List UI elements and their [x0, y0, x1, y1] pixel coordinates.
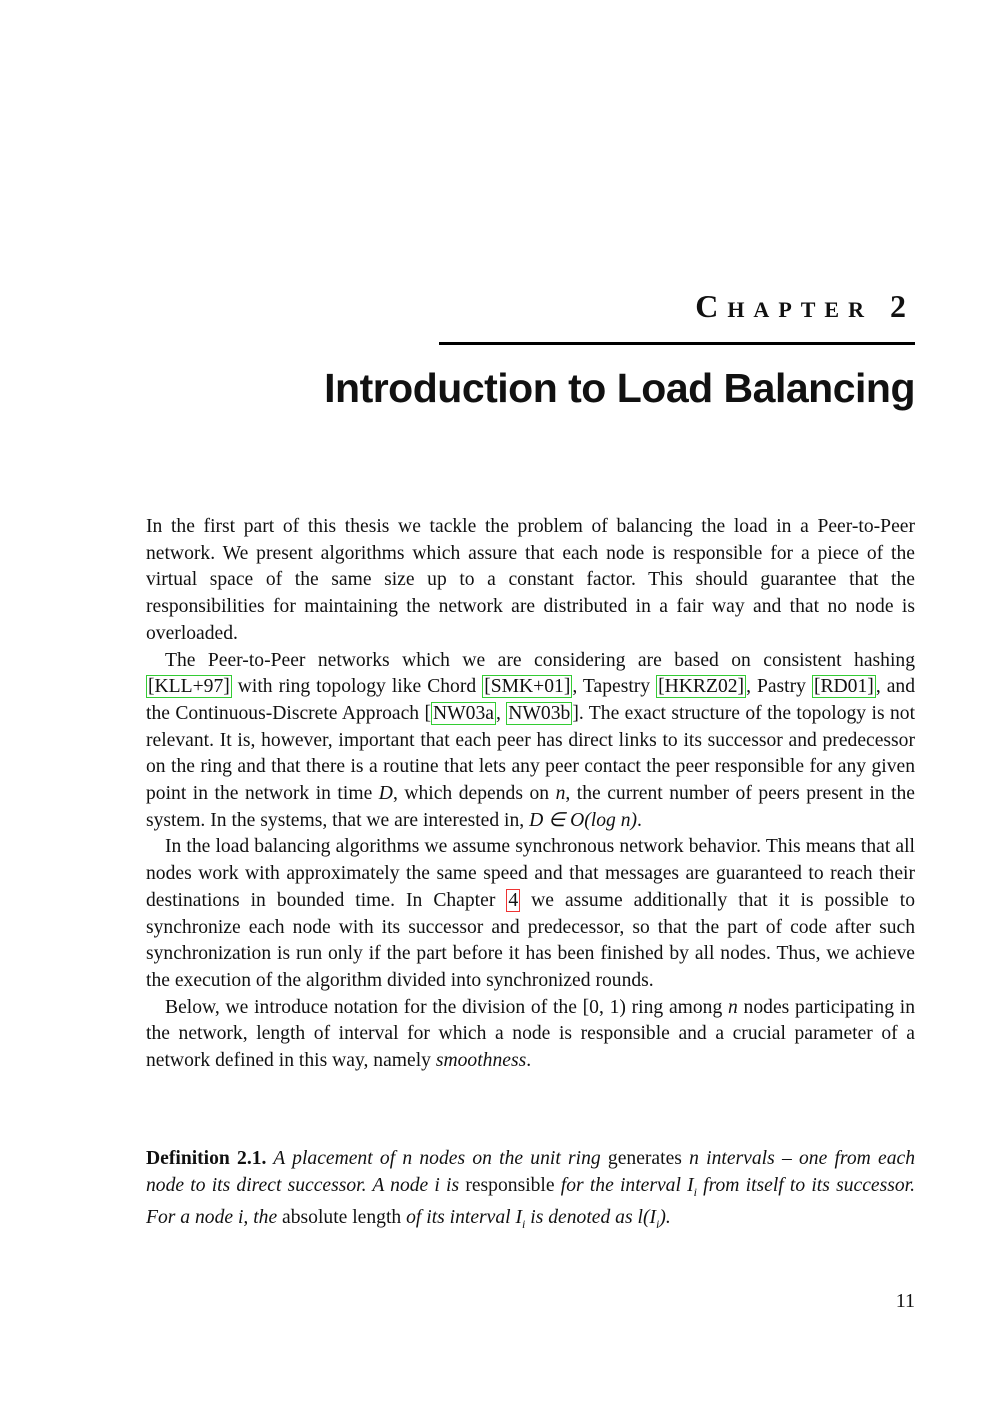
text-span: with ring topology like Chord: [231, 676, 483, 698]
citation-smk01[interactable]: [SMK+01]: [484, 676, 571, 698]
text-span: , the current number of peers present in the system. In the systems, that we are interested in,: [146, 783, 916, 831]
text-span: from itself to its successor. For a node i, the: [146, 1174, 915, 1229]
subscript: i: [522, 1217, 526, 1232]
text-span: .: [526, 1050, 532, 1072]
separator: ,: [495, 702, 507, 724]
chapter-reference-link[interactable]: 4: [508, 889, 519, 911]
math-variable: n: [555, 783, 566, 805]
chapter-label: Chapter 2: [695, 288, 915, 324]
text-span: n intervals – one from each node to its direct successor. A node i is: [146, 1148, 915, 1196]
emphasized-term: smoothness: [435, 1050, 527, 1072]
citation-kll97[interactable]: [KLL+97]: [148, 676, 230, 698]
text-span: Below, we introduce notation for the division of the [0, 1) ring among: [165, 996, 729, 1018]
text-span: , Pastry: [746, 676, 812, 698]
text-span: nodes participating in the network, length of interval for which a node is responsible and a crucial parameter of a network defined in this way, namely: [146, 996, 915, 1072]
text-span: ).: [659, 1207, 671, 1229]
citation-hkrz02[interactable]: [HKRZ02]: [658, 676, 745, 698]
paragraph-4: [146, 995, 915, 1075]
text-span: , which depends on: [392, 783, 556, 805]
defined-term: absolute length: [282, 1207, 402, 1229]
math-variable: D: [378, 783, 393, 805]
defined-term: responsible: [465, 1174, 555, 1196]
citation-rd01[interactable]: [RD01]: [813, 676, 874, 698]
citation-nw03b[interactable]: NW03b: [508, 702, 571, 724]
text-span: The Peer-to-Peer networks which we are considering are based on consistent hashing: [165, 649, 915, 671]
citation-nw03a[interactable]: NW03a: [433, 702, 494, 724]
body-text: [146, 514, 915, 1075]
math-variable: n: [728, 996, 738, 1018]
subscript: i: [693, 1184, 697, 1199]
text-span: , and the Continuous-Discrete Approach: [146, 676, 915, 724]
bracket: ]: [572, 702, 579, 724]
paragraph-1: In the first part of this thesis we tackle the problem of balancing the load in a Peer-to-Peer network. We present algorithms which assure that each node is responsible for a piece of the virtual space of the same size up to a constant factor. This should guarantee that the responsibilities for maintaining the network are distributed in a fair way and that no node is overloaded.: [146, 516, 915, 644]
paragraph-3: [146, 834, 915, 994]
text-span: A placement of n nodes on the unit ring: [266, 1148, 608, 1169]
definition-label: Definition 2.1.: [146, 1148, 267, 1169]
chapter-rule: [439, 342, 915, 345]
math-expression: D ∈ O(log n): [529, 809, 638, 831]
text-span: . The exact structure of the topology is not relevant. It is, however, important that each peer has direct links to its successor and predecessor on the ring and that there is a routine that lets any peer contact the peer responsible for any given point in the network in time: [146, 702, 916, 805]
text-span: is denoted as l(I: [525, 1207, 656, 1229]
page-number: 11: [895, 1290, 915, 1312]
chapter-title: Introduction to Load Balancing: [324, 365, 915, 411]
text-span: In the load balancing algorithms we assume synchronous network behavior. This means that all nodes work with approximately the same speed and that messages are guaranteed to reach their destinations in bounded time. In Chapter: [146, 836, 915, 911]
text-span: , Tapestry: [572, 676, 657, 698]
subscript: i: [656, 1217, 660, 1232]
text-span: we assume additionally that it is possible to synchronize each node with its successor and predecessor, so that the part of code after such synchronization is run only if the part before it has been finished by all nodes. Thus, we achieve the execution of the algorithm divided into synchronized rounds.: [146, 889, 915, 991]
bracket: [: [424, 702, 432, 724]
definition-2-1: [146, 1146, 915, 1238]
text-span: for the interval I: [554, 1174, 694, 1196]
text-span: .: [637, 809, 642, 831]
text-span: of its interval I: [401, 1207, 523, 1229]
defined-term: generates: [607, 1148, 682, 1169]
definition-text: [146, 1146, 915, 1238]
paragraph-2: [146, 648, 915, 835]
